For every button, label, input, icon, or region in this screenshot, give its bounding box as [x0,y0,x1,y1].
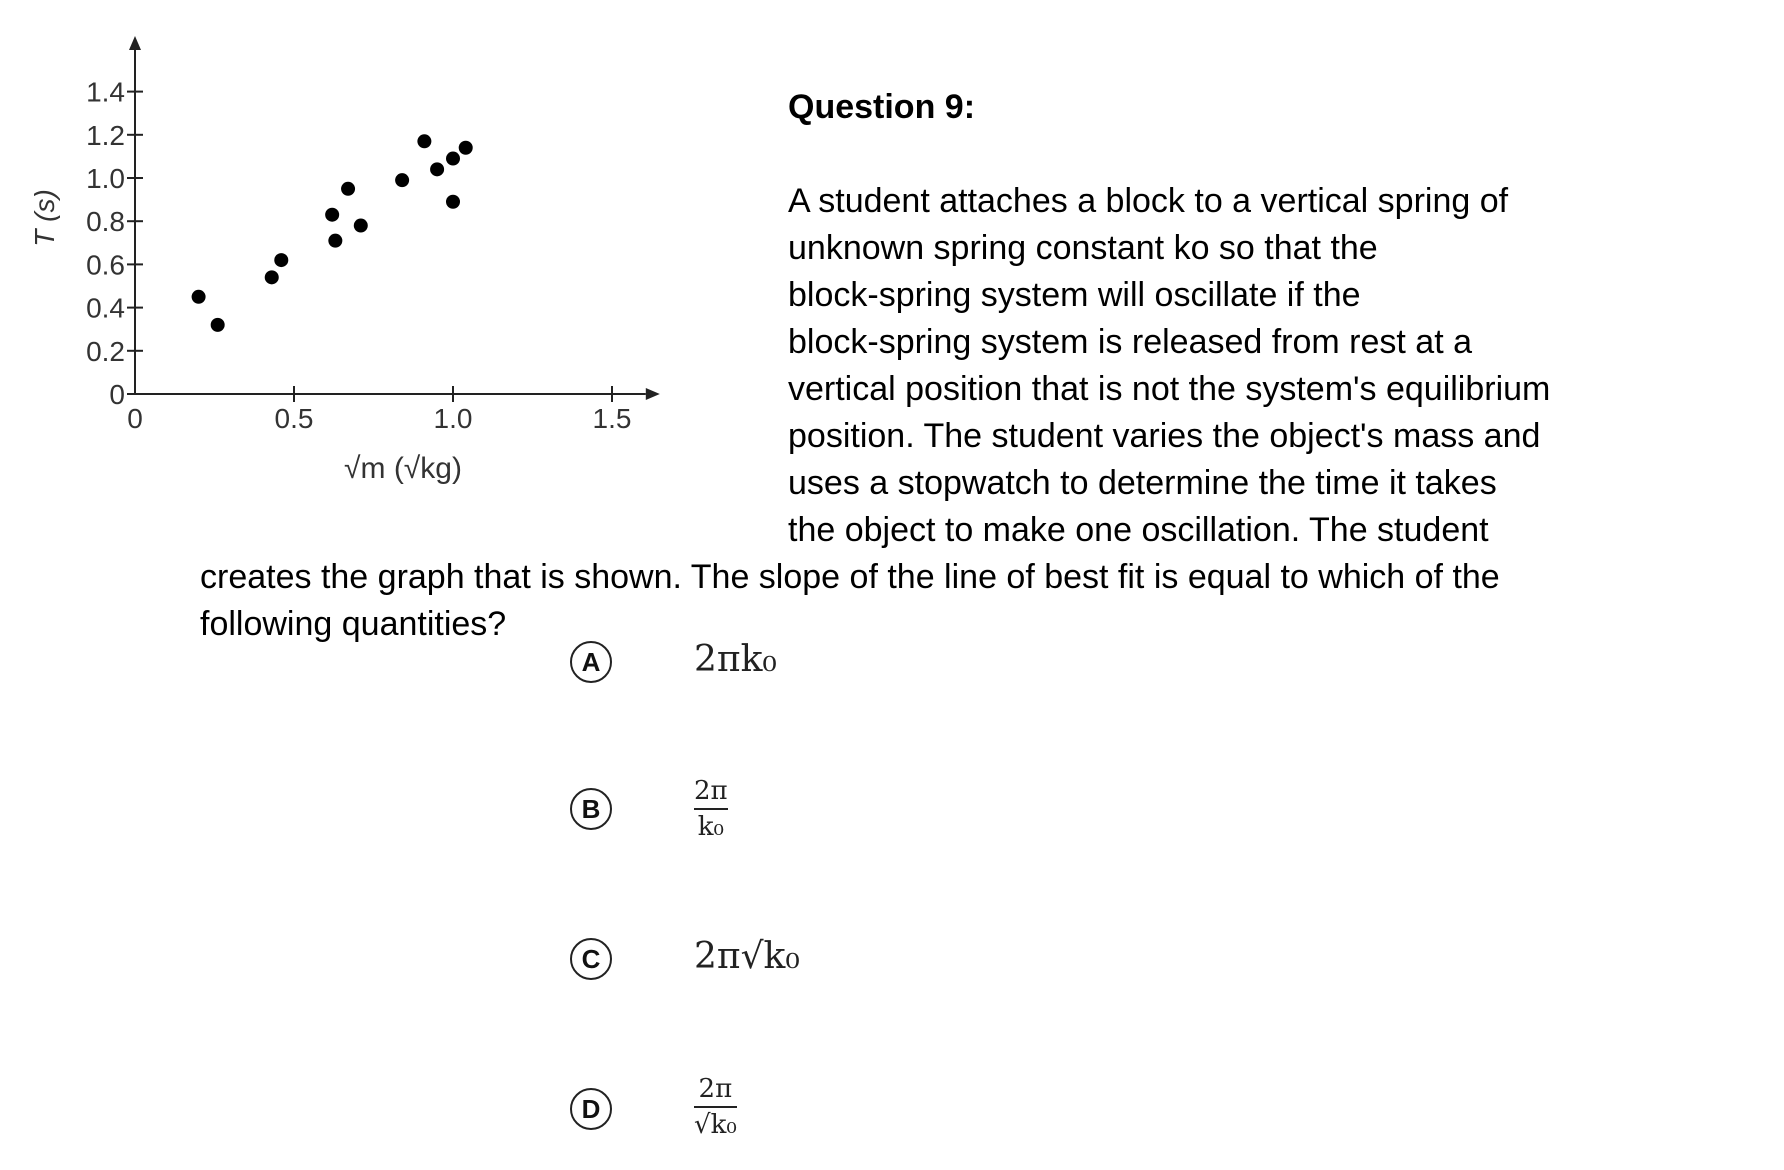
data-point [274,253,288,267]
data-point [446,195,460,209]
choice-b[interactable] [570,776,1070,868]
choice-b-denominator: k₀ [697,812,724,842]
data-point [192,290,206,304]
x-tick-label: 0.5 [274,403,314,434]
choice-a[interactable] [570,641,1070,721]
chart-ticks [86,77,631,434]
x-tick-label: 0 [127,403,143,434]
fraction-bar [694,808,728,810]
question-line: block-spring system will oscillate if the [788,276,1361,314]
question-line: the object to make one oscillation. The student [788,511,1489,549]
choice-b-bubble[interactable]: B [570,788,612,830]
y-tick-label: 1.2 [86,119,125,151]
question-title: Question 9: [788,88,976,126]
x-axis-label: √m (√kg) [344,452,462,485]
y-tick-label: 1.4 [86,76,125,108]
question-line: uses a stopwatch to determine the time it takes [788,464,1497,502]
choice-d-fraction [694,1074,737,1140]
choice-c[interactable] [570,938,1070,1018]
choice-d[interactable] [570,1074,1070,1168]
data-point [459,141,473,155]
x-axis-arrow [646,388,660,400]
question-line: creates the graph that is shown. The slope of the line of best fit is equal to which of the [200,558,1500,596]
x-tick-label: 1.0 [433,403,473,434]
choice-d-denominator: √k₀ [694,1110,737,1140]
choice-d-numerator: 2π [698,1074,733,1104]
y-axis-arrow [129,36,141,50]
y-tick-label: 0.8 [86,206,125,238]
choice-a-bubble[interactable]: A [570,641,612,683]
choice-a-expression: 2πk₀ [694,639,777,680]
y-tick-label: 0.4 [86,292,125,324]
y-tick-label: 0.6 [86,249,125,281]
chart-points [192,134,473,332]
choice-c-bubble[interactable]: C [570,938,612,980]
data-point [354,219,368,233]
data-point [341,182,355,196]
y-tick-label: 1.0 [86,163,125,194]
data-point [430,162,444,176]
question-line: position. The student varies the object's mass and [788,417,1541,455]
data-point [328,234,342,248]
question-line: unknown spring constant ko so that the [788,229,1378,267]
data-point [265,270,279,284]
data-point [446,152,460,166]
y-tick-label: 0 [109,379,125,410]
data-point [211,318,225,332]
data-point [325,208,339,222]
fraction-bar [694,1106,737,1108]
question-line: vertical position that is not the system's equilibrium [788,370,1551,408]
question-line: following quantities? [200,605,507,643]
choice-c-expression: 2π√k₀ [694,936,800,977]
data-point [417,134,431,148]
y-tick-label: 0.2 [86,335,125,367]
y-axis-label: T (s) [29,189,60,247]
choice-d-bubble[interactable]: D [570,1088,612,1130]
data-point [395,173,409,187]
choice-b-fraction [694,776,728,842]
choice-b-numerator: 2π [694,776,728,806]
scatter-chart [0,0,700,520]
question-line: block-spring system is released from rest at a [788,323,1473,361]
x-tick-label: 1.5 [592,403,632,434]
question-line: A student attaches a block to a vertical spring of [788,182,1509,220]
chart-axes [129,36,660,400]
